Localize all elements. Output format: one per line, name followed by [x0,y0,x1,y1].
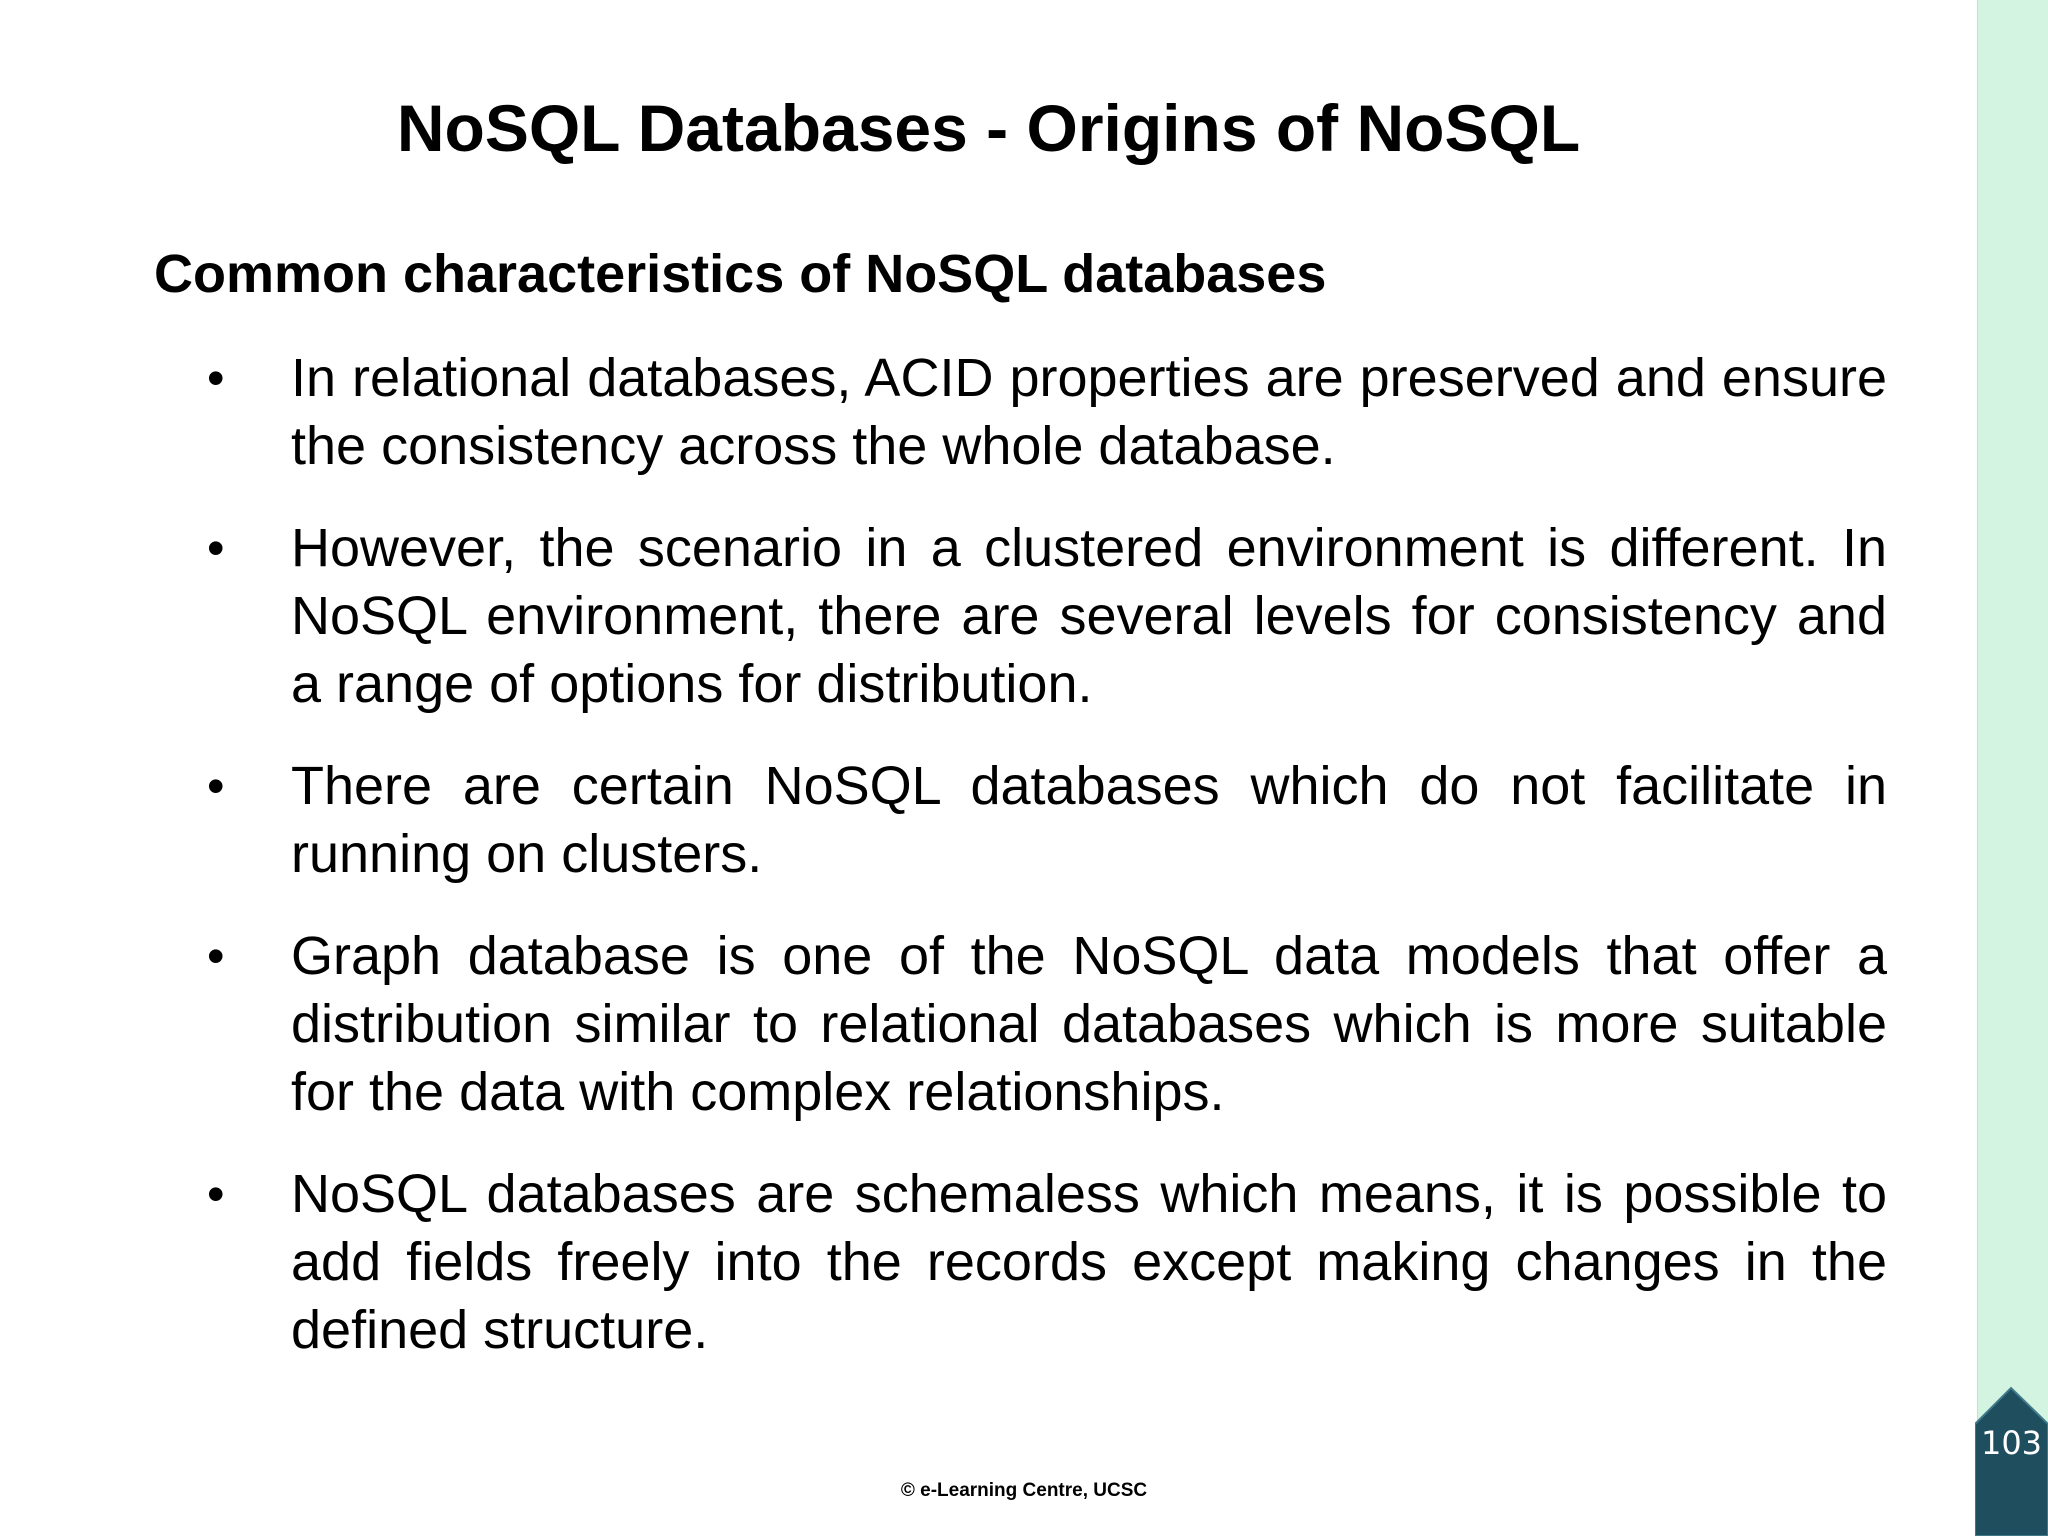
slide-subtitle: Common characteristics of NoSQL databases [154,244,1327,304]
bullet-text: However, the scenario in a clustered environment is different. In NoSQL environment, there are several levels for consistency and a range of options for distribution. [291,518,1887,714]
copyright-footer: © e-Learning Centre, UCSC [900,1480,1148,1501]
bullet-marker: • [207,928,225,984]
bullet-text: There are certain NoSQL databases which do not facilitate in running on clusters. [291,756,1887,884]
bullet-text: NoSQL databases are schemaless which means, it is possible to add fields freely into the records except making changes in the defined structure. [291,1164,1887,1360]
bullet-text: Graph database is one of the NoSQL data models that offer a distribution similar to relational databases which is more suitable for the data with complex relationships. [291,926,1887,1122]
slide-title: NoSQL Databases - Origins of NoSQL [396,91,1581,165]
bullet-marker: • [207,520,225,576]
bullet-marker: • [207,350,225,406]
page-number: 103 [1980,1424,2043,1462]
bullet-marker: • [207,1166,225,1222]
bullet-marker: • [207,758,225,814]
side-band [1977,0,2048,1536]
bullet-text: In relational databases, ACID properties are preserved and ensure the consistency across the whole database. [291,348,1887,476]
page-number-badge [1975,1386,2048,1536]
